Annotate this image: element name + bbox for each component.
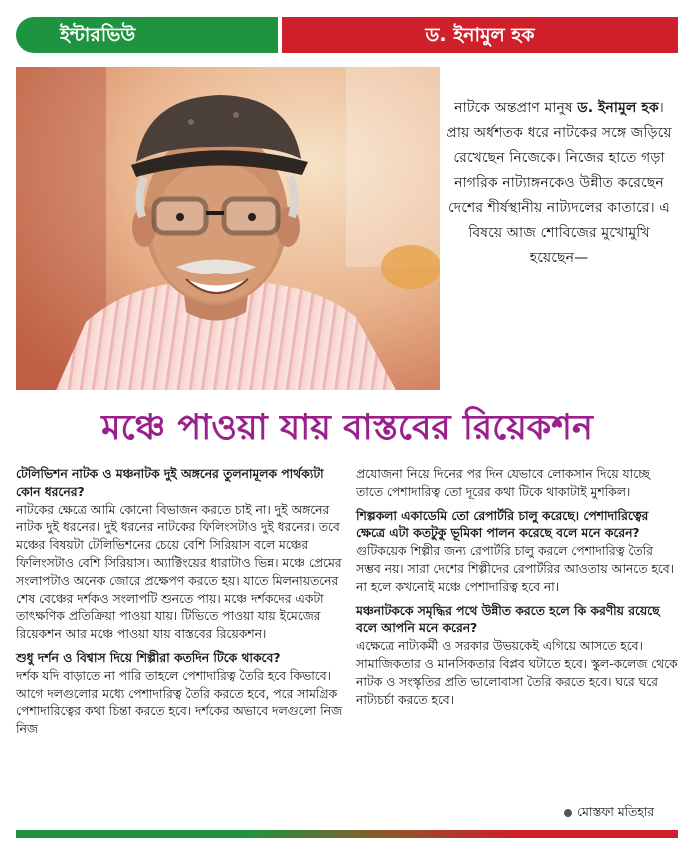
bullet-icon	[564, 809, 572, 817]
left-column	[16, 466, 346, 739]
answer-2-continued: প্রযোজনা নিয়ে দিনের পর দিন যেভাবে লোকসান দিয়ে যাচ্ছে তাতে পেশাদারিত্ব তো দূরের কথা টিকে থাকাটাই মুশকিল।	[356, 467, 650, 499]
intro-paragraph	[446, 96, 672, 271]
byline-author: মোস্তফা মতিহার	[577, 805, 655, 819]
bottom-color-bar	[16, 830, 678, 838]
byline	[564, 804, 654, 824]
answer-4: এক্ষেত্রে নাট্যকর্মী ও সরকার উভয়কেই এগিয়ে আসতে হবে। সামাজিকতার ও মানসিকতার বিপ্লব ঘটাতে হবে। স্কুল-কলেজ থেকে নাটক ও সংস্কৃতির প্রতি ভালোবাসা তৈরি করতে হবে। ঘরে ঘরে নাট্যচর্চা করতে হবে।	[356, 639, 678, 707]
intro-text-start: নাটকে অন্তপ্রাণ মানুষ	[454, 100, 578, 116]
question-2: শুধু দর্শন ও বিশ্বাস দিয়ে শিল্পীরা কতদিন টিকে থাকবে?	[16, 650, 281, 665]
interviewee-name-banner: ড. ইনামুল হক	[282, 17, 678, 53]
question-1: টেলিভিশন নাটক ও মঞ্চনাটক দুই অঙ্গনের তুলনামূলক পার্থক্যটা কোন ধরনের?	[16, 467, 324, 499]
question-3: শিল্পকলা একাডেমি তো রেপার্টরি চালু করেছে। পেশাদারিত্বের ক্ষেত্রে এটা কতটুকু ভূমিকা পালন করেছে বলে মনে করেন?	[356, 508, 649, 541]
question-4: মঞ্চনাটককে সমৃদ্ধির পথে উন্নীত করতে হলে কি করণীয় রয়েছে বলে আপনি মনে করেন?	[356, 603, 660, 636]
intro-name: ড. ইনামুল হক	[577, 100, 659, 116]
answer-3: গুটিকয়েক শিল্পীর জন্য রেপার্টরি চালু করলে পেশাদারিত্ব তৈরি সম্ভব নয়। সারা দেশের শিল্পীদের রেপার্টরির আওতায় আনতে হবে। না হলে কখনোই মঞ্চে পেশাদারিত্ব হবে না।	[356, 544, 674, 594]
right-column	[356, 466, 678, 709]
portrait-photo	[16, 67, 440, 390]
intro-text-rest: । প্রায় অর্ধশতক ধরে নাটকের সঙ্গে জড়িয়ে রেখেছেন নিজেকে। নিজের হাতে গড়া নাগরিক নাট্যাঙ্গনকেও উন্নীত করেছেন দেশের শীর্ষস্থানীয় নাট্যদলের কাতারে। এ বিষয়ে আজ শোবিজের মুখোমুখি হয়েছেন—	[446, 100, 672, 266]
section-label: ইন্টারভিউ	[16, 17, 278, 53]
article-headline: মঞ্চে পাওয়া যায় বাস্তবের রিয়েকশন	[101, 407, 593, 448]
answer-1: নাটকের ক্ষেত্রে আমি কোনো বিভাজন করতে চাই না। দুই অঙ্গনের নাটক দুই ধরনের। দুই ধরনের নাটকের ফিলিংসটাও দুই ধরনের। তবে মঞ্চের বিষয়টা টেলিভিশনের চেয়ে বেশি সিরিয়াস বলে মঞ্চের ফিলিংসটাও বেশি সিরিয়াস। অ্যাক্টিংয়ের ধারাটাও ভিন্ন। মঞ্চে প্রেমের সংলাপটাও অনেক জোরে প্রক্ষেপণ করতে হয়। যাতে মিলনায়তনের শেষ বেঞ্চের দর্শকও সংলাপটি শুনতে পায়। মঞ্চে দর্শকদের একটা তাৎক্ষণিক প্রতিক্রিয়া পাওয়া যায়। টিভিতে পাওয়া যায় ইমেজের রিয়েকশন আর মঞ্চে পাওয়া যায় বাস্তবের রিয়েকশন।	[16, 502, 342, 642]
answer-2: দর্শক যদি বাড়াতে না পারি তাহলে পেশাদারিত্ব তৈরি হবে কিভাবে। আগে দলগুলোর মধ্যে পেশাদারিত্ব তৈরি করতে হবে, পরে সামগ্রিক পেশাদারিত্বের কথা চিন্তা করতে হবে। দর্শকের অভাবে দলগুলো নিজ নিজ	[16, 668, 342, 737]
